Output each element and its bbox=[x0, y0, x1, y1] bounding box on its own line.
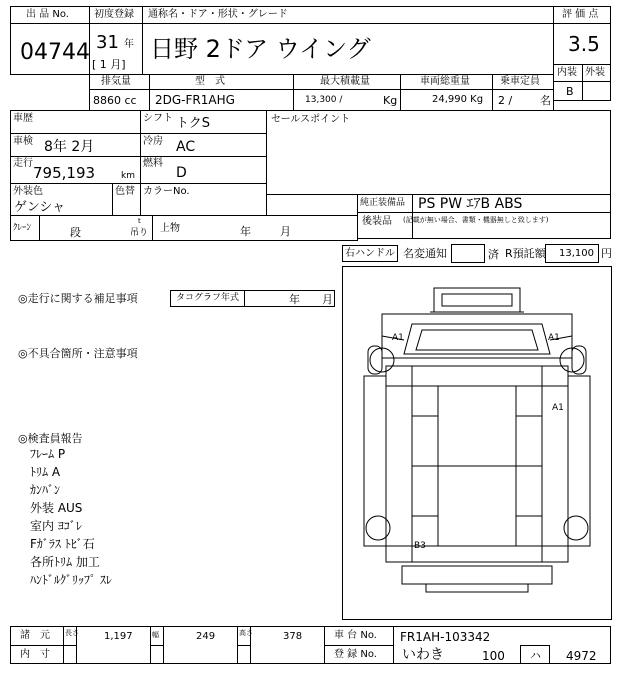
mileage-label: 走行 bbox=[13, 158, 33, 169]
cargo-box bbox=[386, 366, 568, 562]
equipment-label: 純正装備品 bbox=[360, 198, 406, 208]
gross-weight-label: 車両総重量 bbox=[420, 76, 470, 87]
cab-outline bbox=[382, 314, 572, 358]
report-line: ｶﾝﾊﾞﾝ bbox=[30, 483, 61, 497]
recycle-prefix: 済 bbox=[488, 248, 499, 261]
capacity-label: 乗車定員 bbox=[500, 76, 540, 87]
model-label: 型 式 bbox=[195, 76, 225, 87]
aftermarket-note: (記載が無い場合、書類・機器無しと致します) bbox=[403, 216, 549, 224]
color: ゲンシャ bbox=[14, 200, 66, 215]
aftermarket-label: 後装品 bbox=[362, 216, 392, 227]
cab-roof bbox=[434, 288, 520, 312]
report-line: ﾄﾘﾑ A bbox=[30, 465, 61, 479]
shift: トクS bbox=[176, 116, 210, 131]
damage-mark: A1 bbox=[552, 403, 564, 413]
capacity-unit: 名 bbox=[540, 94, 551, 107]
color-no-label: 色替 bbox=[115, 186, 135, 197]
truck-diagram bbox=[342, 266, 612, 620]
color-code-label: カラーNo. bbox=[143, 186, 190, 197]
ac: AC bbox=[176, 139, 196, 155]
first-reg-label: 初度登録 bbox=[94, 9, 134, 20]
fuel: D bbox=[176, 165, 187, 181]
height-label: 高さ bbox=[239, 629, 253, 637]
report-line: 室内 ﾖｺﾞﾚ bbox=[30, 519, 82, 533]
crane-month: 月 bbox=[280, 225, 291, 238]
interior-grade: B bbox=[566, 85, 574, 98]
exterior-label: 外装 bbox=[585, 67, 605, 78]
crane-hang: 吊り bbox=[130, 228, 149, 238]
recycle-label: R預託額 bbox=[505, 247, 546, 260]
reg-class: 100 bbox=[482, 649, 505, 663]
exterior-grade-cell bbox=[582, 81, 611, 101]
damage-mark: A1 bbox=[392, 333, 404, 343]
inspection-label: 車検 bbox=[13, 136, 33, 147]
length-label: 長さ bbox=[65, 629, 79, 637]
width-label: 幅 bbox=[152, 631, 159, 639]
width: 249 bbox=[196, 631, 216, 642]
recycle-value: 13,100 bbox=[559, 248, 594, 259]
right-panel bbox=[568, 376, 590, 546]
gross-weight: 24,990 Kg bbox=[432, 94, 484, 105]
length: 1,197 bbox=[104, 631, 133, 642]
reg-label: 登 録 No. bbox=[334, 649, 377, 660]
left-panel bbox=[364, 376, 386, 546]
score-label: 評 価 点 bbox=[562, 9, 599, 20]
reg-area: いわき bbox=[402, 647, 444, 663]
crane-ton: t bbox=[138, 217, 141, 225]
chassis: FR1AH-103342 bbox=[400, 630, 491, 644]
equipment: PS PW ｴｱB ABS bbox=[418, 196, 523, 212]
chassis-label: 車 台 No. bbox=[334, 630, 377, 641]
report-line: Fｶﾞﾗｽ ﾄﾋﾞ石 bbox=[30, 537, 95, 551]
inspection: 8年 2月 bbox=[44, 139, 95, 155]
reg-number: 4972 bbox=[566, 649, 597, 663]
report-line: 各所ﾄﾘﾑ 加工 bbox=[30, 555, 100, 569]
model-name: 日野 2ドア ウイング bbox=[150, 35, 371, 63]
driving-title: ◎走行に関する補足事項 bbox=[18, 292, 138, 305]
crane-top-cell bbox=[152, 215, 358, 241]
interior-height-label-cell bbox=[237, 645, 251, 664]
report-line: 外装 AUS bbox=[30, 501, 83, 515]
damage-mark: B3 bbox=[414, 541, 426, 551]
cab-roof-inner bbox=[442, 294, 512, 306]
first-reg-year: 31 bbox=[96, 32, 119, 53]
fuel-label: 燃料 bbox=[143, 158, 163, 169]
crane-top-label: 上物 bbox=[160, 223, 180, 234]
name-label: 通称名・ドア・形状・グレード bbox=[148, 9, 288, 20]
height: 378 bbox=[283, 631, 303, 642]
lot-label: 出 品 No. bbox=[26, 9, 69, 20]
year-unit: 年 bbox=[124, 39, 134, 50]
crane-step: 段 bbox=[70, 226, 81, 239]
color-label: 外装色 bbox=[13, 186, 43, 197]
interior-dims-label: 内 寸 bbox=[20, 649, 50, 660]
crane-year: 年 bbox=[240, 225, 251, 238]
displacement: 8860 cc bbox=[93, 94, 137, 107]
ac-label: 冷房 bbox=[143, 136, 163, 147]
max-load-unit: Kg bbox=[383, 94, 398, 107]
rhd-label: 右ハンドル bbox=[345, 248, 395, 259]
interior-label: 内装 bbox=[557, 67, 577, 78]
tacho-year: 年 bbox=[289, 293, 300, 306]
score: 3.5 bbox=[568, 32, 600, 56]
inspector-title: ◎検査員報告 bbox=[18, 432, 83, 445]
model-code: 2DG-FR1AHG bbox=[155, 93, 235, 107]
mileage-unit: km bbox=[121, 171, 135, 181]
capacity: 2 / bbox=[498, 94, 513, 107]
rear-bumper bbox=[402, 566, 552, 584]
name-change-box bbox=[451, 244, 485, 263]
interior-width-label-cell bbox=[150, 645, 164, 664]
damage-mark: A1 bbox=[548, 333, 560, 343]
crane-label: ｸﾚｰﾝ bbox=[13, 223, 32, 233]
first-reg-month: [ 1 月] bbox=[92, 58, 126, 71]
shift-label: シフト bbox=[143, 113, 173, 124]
history-label: 車歴 bbox=[13, 113, 33, 124]
dims-label: 諸 元 bbox=[20, 630, 50, 641]
report-line: ﾊﾝﾄﾞﾙｸﾞﾘｯﾌﾟ ｽﾚ bbox=[30, 573, 112, 587]
sales-point-label: セールスポイント bbox=[271, 114, 351, 125]
name-change-label: 名変通知 bbox=[403, 247, 447, 260]
recycle-unit: 円 bbox=[601, 247, 612, 260]
displacement-label: 排気量 bbox=[101, 76, 131, 87]
tacho-month: 月 bbox=[322, 293, 333, 306]
defect-title: ◎不具合箇所・注意事項 bbox=[18, 347, 138, 360]
reg-kana: ハ bbox=[530, 649, 541, 662]
tacho-label: タコグラフ年式 bbox=[176, 293, 240, 303]
lot-number: 04744 bbox=[20, 40, 90, 65]
report-line: ﾌﾚｰﾑ P bbox=[30, 447, 66, 461]
interior-length-label-cell bbox=[63, 645, 77, 664]
mileage: 795,193 bbox=[33, 164, 96, 182]
max-load: 13,300 / bbox=[305, 95, 343, 105]
max-load-label: 最大積載量 bbox=[320, 76, 370, 87]
